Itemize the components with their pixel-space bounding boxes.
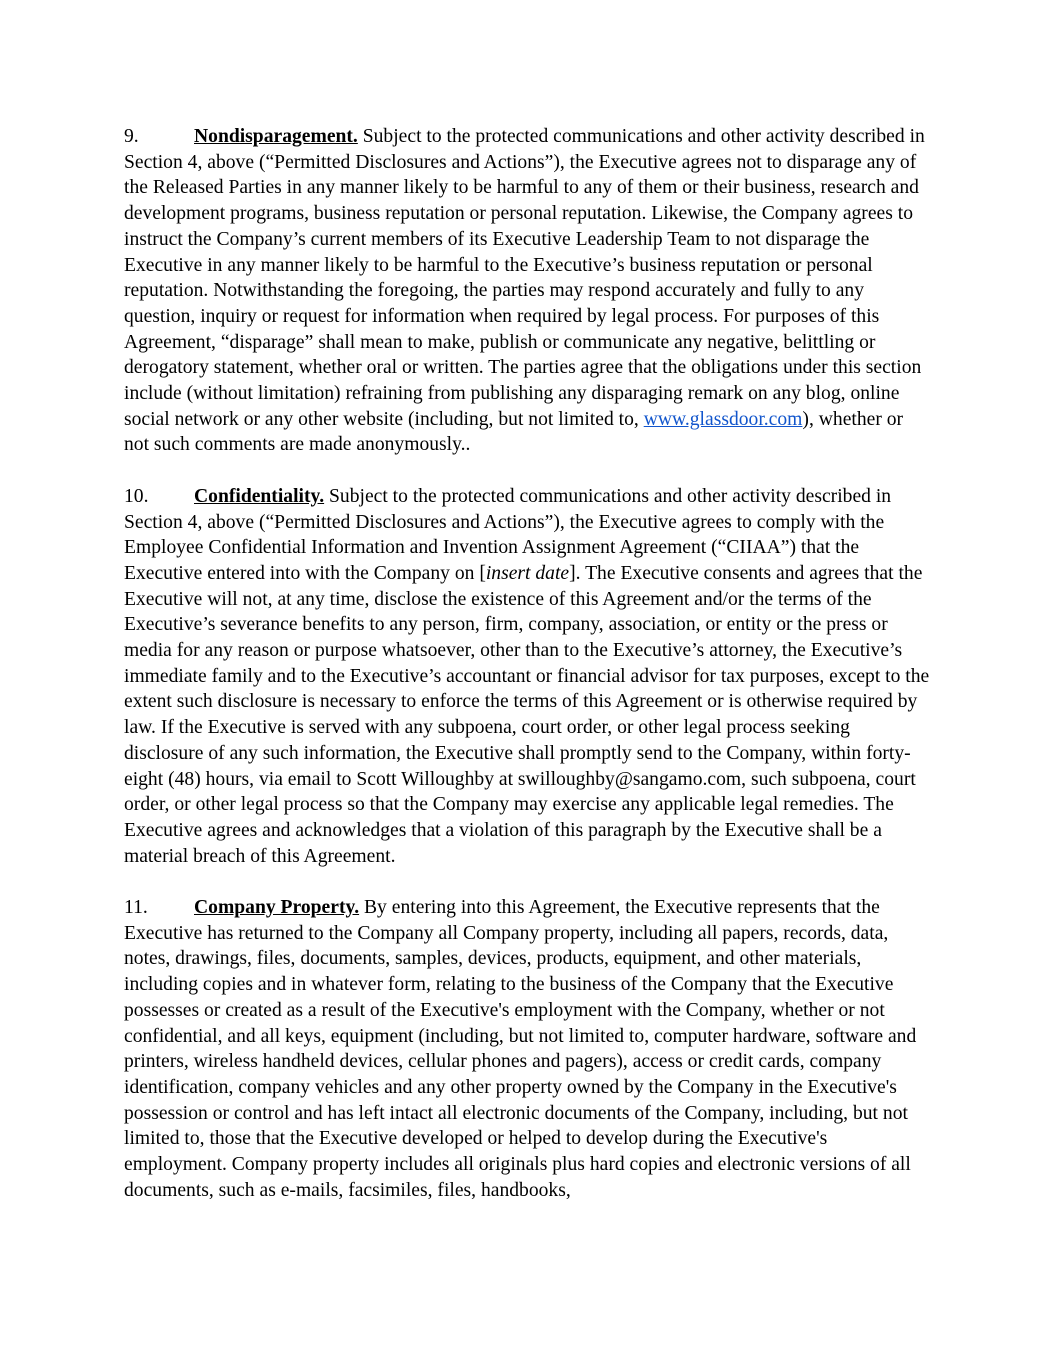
glassdoor-link[interactable]: www.glassdoor.com (643, 408, 803, 430)
section-confidentiality (124, 484, 932, 870)
section-heading: Confidentiality. (194, 485, 325, 507)
section-body: Subject to the protected communications and other activity described in Section 4, above (“Permitted Disclosures and Actions”), the Executive agrees not to disparage any of the Released Parties in any manner likely to be harmful to any of them or their business, research and development programs, business reputation or personal reputation. Likewise, the Company agrees to instruct the Company’s current members of its Executive Leadership Team to not disparage the Executive in any manner likely to be harmful to the Executive’s business reputation or personal reputation. Notwithstanding the foregoing, the parties may respond accurately and fully to any question, inquiry or request for information when required by legal process. For purposes of this Agreement, “disparage” shall mean to make, publish or communicate any negative, belittling or derogatory statement, whether oral or written. The parties agree that the obligations under this section include (without limitation) refraining from publishing any disparaging remark on any blog, online social network or any other website (including, but not limited to, (124, 126, 925, 430)
section-paragraph (124, 484, 932, 870)
section-nondisparagement (124, 124, 932, 458)
document-page (124, 124, 932, 1229)
section-number: 11. (124, 897, 148, 919)
section-paragraph (124, 895, 932, 1203)
section-heading: Nondisparagement. (194, 126, 358, 147)
section-body-end: ), whether or not such comments are made anonymously.. (124, 408, 904, 456)
insert-date-placeholder: insert date (485, 562, 570, 584)
section-body-end: ]. The Executive consents and agrees that the Executive will not, at any time, disclose the existence of this Agreement and/or the terms of the Executive’s severance benefits to any person, firm, company, association, or entity or the press or media for any reason or purpose whatsoever, other than to the Executive’s attorney, the Executive’s immediate family and to the Executive’s accountant or financial advisor for tax purposes, except to the extent such disclosure is necessary to enforce the terms of this Agreement or is otherwise required by law. If the Executive is served with any subpoena, court order, or other legal process seeking disclosure of any such information, the Executive shall promptly send to the Company, within forty-eight (48) hours, via email to Scott Willoughby at swilloughby@sangamo.com, such subpoena, court order, or other legal process so that the Company may exercise any applicable legal remedies. The Executive agrees and acknowledges that a violation of this paragraph by the Executive shall be a material breach of this Agreement. (124, 562, 930, 867)
section-body: By entering into this Agreement, the Executive represents that the Executive has returned to the Company all Company property, including all papers, records, data, notes, drawings, files, documents, samples, devices, products, equipment, and other materials, including copies and in whatever form, relating to the business of the Company that the Executive possesses or created as a result of the Executive's employment with the Company, whether or not confidential, and all keys, equipment (including, but not limited to, computer hardware, software and printers, wireless handheld devices, cellular phones and pagers), access or credit cards, company identification, company vehicles and any other property owned by the Company in the Executive's possession or control and has left intact all electronic documents of the Company, including, but not limited to, those that the Executive developed or helped to develop during the Executive's employment. Company property includes all originals plus hard copies and electronic versions of all documents, such as e-mails, facsimiles, files, handbooks, (124, 897, 917, 1201)
section-company-property (124, 895, 932, 1203)
section-body: Subject to the protected communications and other activity described in Section 4, above (“Permitted Disclosures and Actions”), the Executive agrees to comply with the Employee Confidential Information and Invention Assignment Agreement (“CIIAA”) that the Executive entered into with the Company on [ (124, 485, 892, 584)
section-paragraph (124, 124, 932, 458)
section-number: 10. (124, 485, 149, 507)
section-heading: Company Property. (194, 897, 360, 919)
section-number: 9. (124, 126, 139, 147)
